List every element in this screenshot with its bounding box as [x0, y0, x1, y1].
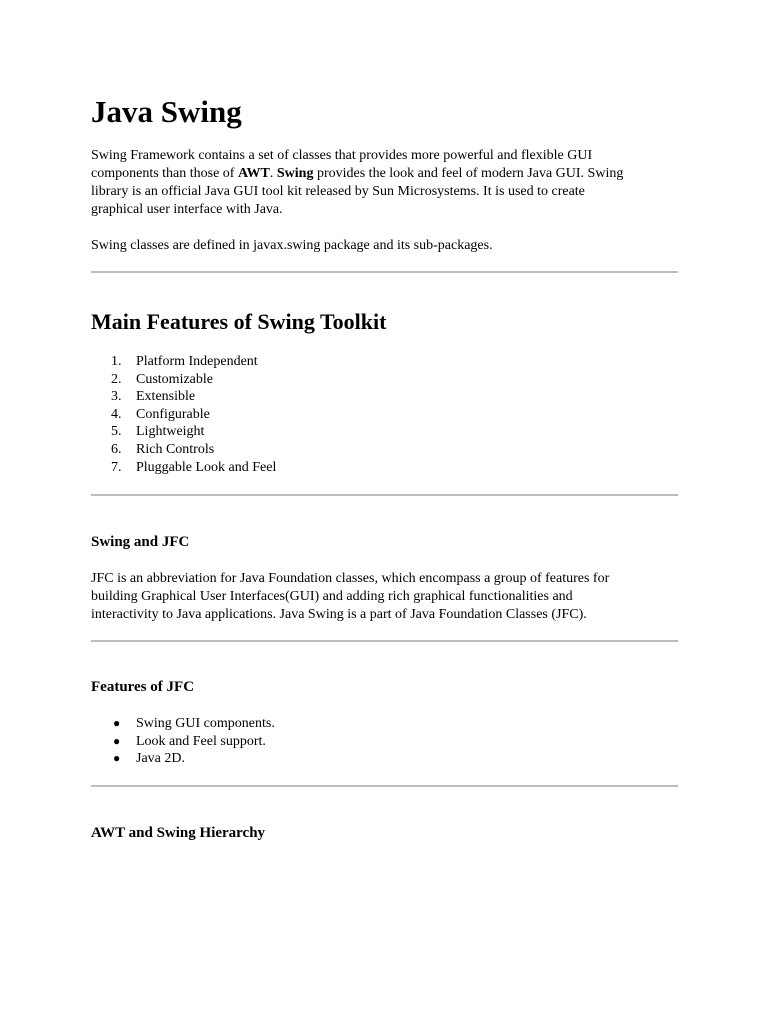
list-item: [91, 423, 276, 441]
list-item-label: Customizable: [136, 371, 213, 387]
list-item-label: Pluggable Look and Feel: [136, 459, 277, 475]
bullet-icon: ●: [113, 716, 121, 730]
swing-jfc-line-1: JFC is an abbreviation for Java Foundation classes, which encompass a group of features for: [91, 571, 610, 586]
list-item-label: Lightweight: [136, 424, 205, 440]
section-divider: [91, 271, 678, 273]
intro-line-2-sep: .: [269, 166, 277, 181]
awt-term: AWT: [237, 166, 270, 181]
swing-jfc-heading: Swing and JFC: [91, 534, 190, 550]
swing-jfc-paragraph: [91, 570, 678, 624]
list-number: 3.: [111, 389, 122, 405]
features-jfc-list: [91, 715, 275, 768]
bullet-icon: ●: [113, 733, 121, 748]
list-item-label: Extensible: [136, 389, 196, 405]
list-item-label: Java 2D.: [136, 751, 185, 767]
list-item-label: Configurable: [136, 406, 210, 422]
main-features-list: [91, 353, 276, 476]
list-item: [91, 750, 275, 768]
list-number: 6.: [111, 441, 122, 457]
list-item-label: Look and Feel support.: [136, 733, 266, 749]
features-jfc-heading: Features of JFC: [91, 679, 195, 695]
intro-paragraph: [91, 147, 678, 219]
list-item-label: Platform Independent: [136, 354, 258, 369]
list-number: 2.: [111, 371, 122, 387]
intro-line-1: Swing Framework contains a set of classes that provides more powerful and flexible GUI: [91, 148, 593, 163]
list-number: 1.: [111, 354, 122, 369]
list-item: [91, 715, 275, 733]
list-number: 4.: [111, 406, 122, 422]
list-number: 7.: [111, 459, 122, 475]
list-item: [91, 371, 276, 389]
section-divider: [91, 785, 678, 787]
list-item: [91, 353, 276, 371]
list-item-label: Rich Controls: [136, 441, 215, 457]
intro-line-2: [91, 165, 678, 183]
packages-paragraph: [91, 237, 678, 255]
swing-jfc-line-3: interactivity to Java applications. Java Swing is a part of Java Foundation Classes (JFC).: [91, 607, 587, 622]
bullet-icon: ●: [113, 751, 121, 766]
intro-line-3: library is an official Java GUI tool kit released by Sun Microsystems. It is used to create: [91, 184, 585, 199]
main-features-heading: Main Features of Swing Toolkit: [91, 309, 387, 334]
packages-line: Swing classes are defined in javax.swing package and its sub-packages.: [91, 238, 493, 253]
list-item-label: Swing GUI components.: [136, 716, 275, 731]
list-item: [91, 388, 276, 406]
list-item: [91, 441, 276, 459]
list-item: [91, 733, 275, 751]
swing-jfc-line-2: building Graphical User Interfaces(GUI) and adding rich graphical functionalities and: [91, 589, 573, 604]
page-title: Java Swing: [91, 94, 242, 129]
list-item: [91, 406, 276, 424]
list-number: 5.: [111, 424, 122, 440]
intro-line-2-start: components than those of: [91, 166, 238, 181]
hierarchy-heading: AWT and Swing Hierarchy: [91, 825, 266, 841]
list-item: [91, 459, 276, 477]
section-divider: [91, 640, 678, 642]
section-divider: [91, 494, 678, 496]
swing-term: Swing: [276, 166, 314, 181]
intro-line-4: graphical user interface with Java.: [91, 202, 283, 217]
intro-line-2-end: provides the look and feel of modern Java GUI. Swing: [313, 166, 624, 181]
